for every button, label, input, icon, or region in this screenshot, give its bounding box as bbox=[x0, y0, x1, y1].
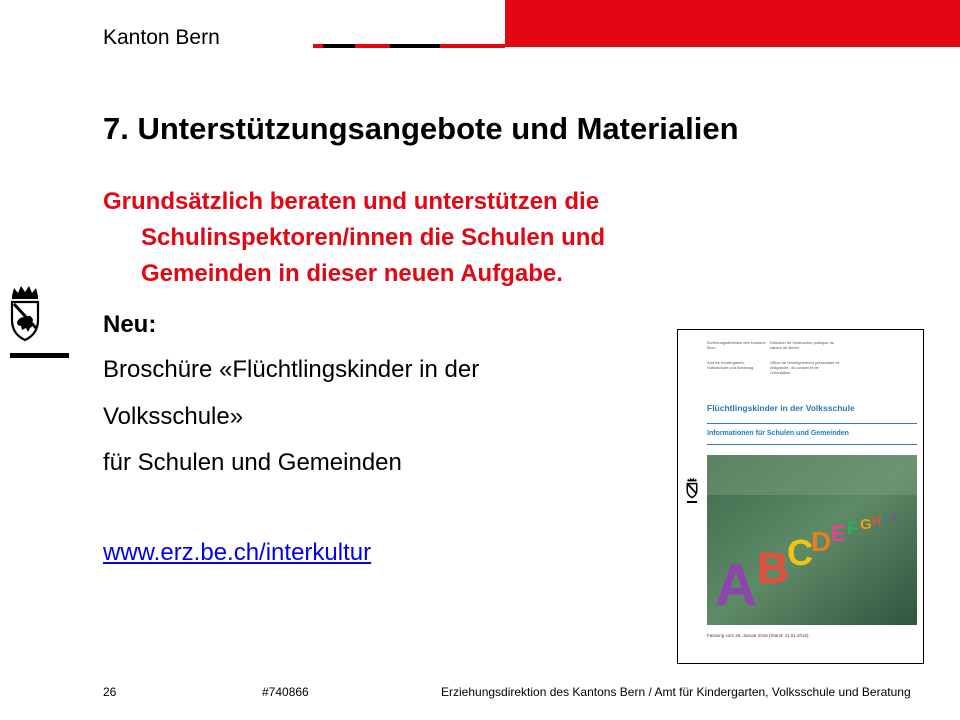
crest-underline bbox=[10, 353, 69, 358]
lead-line: Gemeinden in dieser neuen Aufgabe. bbox=[141, 260, 563, 287]
brochure-header-text: Amt für Kindergarten, Volksschule und Beratung bbox=[707, 360, 754, 370]
header-rule-segment bbox=[323, 44, 355, 48]
body-line: Volksschule» bbox=[103, 403, 244, 430]
header-rule-segment bbox=[390, 44, 440, 48]
document-id: #740866 bbox=[262, 685, 309, 699]
svg-text:G: G bbox=[860, 516, 872, 533]
header-rule-segment bbox=[355, 44, 390, 48]
svg-text:H: H bbox=[872, 513, 882, 528]
brand-name: Kanton Bern bbox=[103, 26, 220, 49]
svg-text:C: C bbox=[787, 532, 813, 573]
header-rule-segment bbox=[313, 44, 323, 48]
brochure-subtitle: Informationen für Schulen und Gemeinden bbox=[707, 430, 849, 437]
footer-organisation: Erziehungsdirektion des Kantons Bern / Amt für Kindergarten, Volksschule und Beratung bbox=[441, 685, 911, 699]
svg-text:J: J bbox=[890, 512, 896, 523]
bern-coat-of-arms-icon bbox=[685, 477, 699, 504]
brochure-rule bbox=[707, 423, 917, 424]
body-line: für Schulen und Gemeinden bbox=[103, 449, 402, 476]
brochure-title: Flüchtlingskinder in der Volksschule bbox=[707, 403, 855, 413]
slide-title: 7. Unterstützungsangebote und Materialien bbox=[103, 111, 739, 146]
svg-text:B: B bbox=[757, 544, 789, 593]
brochure-footer: Fassung vom 26. Januar 2016 (Stand: 11.01.2016) bbox=[707, 633, 809, 638]
svg-text:E: E bbox=[831, 521, 846, 546]
bern-coat-of-arms-icon bbox=[8, 284, 42, 349]
brochure-crest-underline bbox=[687, 501, 697, 503]
page-number: 26 bbox=[103, 685, 117, 699]
body-line: Broschüre «Flüchtlingskinder in der bbox=[103, 356, 480, 383]
brochure-header-text: Erziehungsdirektion des Kantons Bern bbox=[707, 340, 766, 350]
brochure-cover-photo bbox=[707, 455, 917, 625]
header-rule-segment bbox=[440, 44, 505, 48]
svg-text:F: F bbox=[847, 518, 858, 538]
lead-paragraph bbox=[103, 184, 703, 292]
brochure-thumbnail bbox=[677, 329, 924, 664]
lead-line: Grundsätzlich beraten und unterstützen die bbox=[103, 188, 600, 215]
svg-text:A: A bbox=[715, 553, 757, 618]
interkultur-link[interactable]: www.erz.be.ch/interkultur bbox=[103, 539, 372, 566]
lead-line: Schulinspektoren/innen die Schulen und bbox=[141, 224, 606, 251]
brochure-rule bbox=[707, 444, 917, 445]
svg-text:D: D bbox=[811, 526, 832, 557]
new-heading: Neu: bbox=[103, 311, 157, 338]
svg-text:I: I bbox=[883, 513, 887, 525]
brochure-header-text: Direction de l'instruction publique du canton de Berne bbox=[770, 340, 835, 350]
brochure-header-text: Office de l'enseignement préscolaire et obligatoire, du conseil et de l'orientation bbox=[770, 360, 839, 375]
header-accent-block bbox=[505, 0, 960, 47]
